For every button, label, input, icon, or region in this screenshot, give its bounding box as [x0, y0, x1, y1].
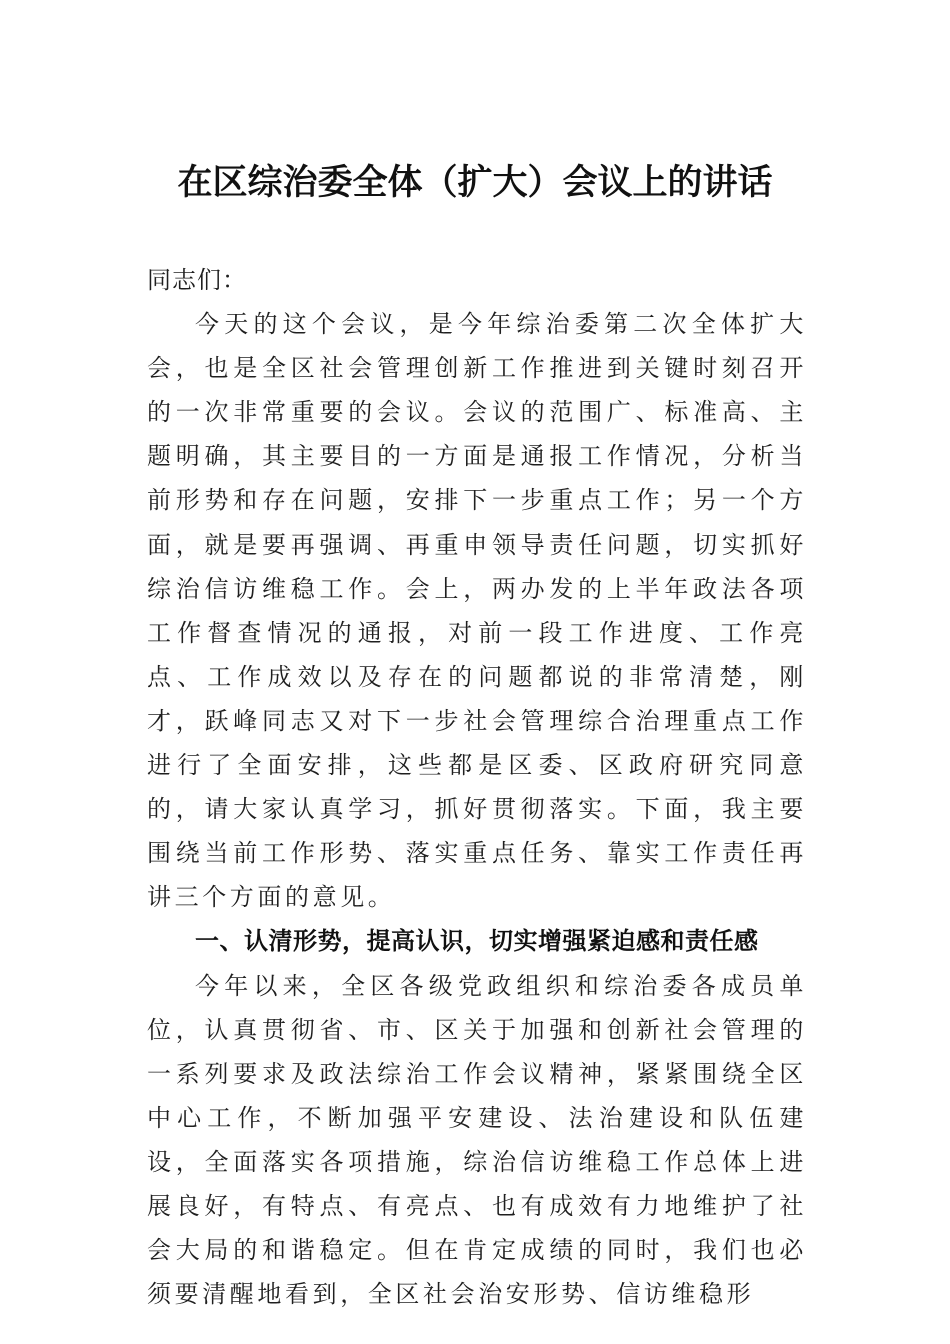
salutation: 同志们：	[147, 266, 247, 294]
section-heading-1: 一、认清形势，提高认识，切实增强紧迫感和责任感	[195, 927, 759, 956]
paragraph-2: 今年以来，全区各级党政组织和综治委各成员单位，认真贯彻省、市、区关于加强和创新社会管理的一系列要求及政法综治工作会议精神，紧紧围绕全区中心工作，不断加强平安建设、法治建设和队伍建设，全面落实各项措施，综治信访维稳工作总体上进展良好，有特点、有亮点、也有成效有力地维护了社会大局的和谐稳定。但在肯定成绩的同时，我们也必须要清醒地看到，全区社会治安形势、信访维稳形	[147, 971, 807, 1309]
paragraph-1: 今天的这个会议，是今年综治委第二次全体扩大会，也是全区社会管理创新工作推进到关键时刻召开的一次非常重要的会议。会议的范围广、标准高、主题明确，其主要目的一方面是通报工作情况，分析当前形势和存在问题，安排下一步重点工作；另一个方面，就是要再强调、再重申领导责任问题，切实抓好综治信访维稳工作。会上，两办发的上半年政法各项工作督查情况的通报，对前一段工作进度、工作亮点、工作成效以及存在的问题都说的非常清楚，刚才，跃峰同志又对下一步社会管理综合治理重点工作进行了全面安排，这些都是区委、区政府研究同意的，请大家认真学习，抓好贯彻落实。下面，我主要围绕当前工作形势、落实重点任务、靠实工作责任再讲三个方面的意见。	[147, 310, 807, 912]
document-body	[147, 258, 807, 1316]
document-title: 在区综治委全体（扩大）会议上的讲话	[177, 162, 773, 203]
